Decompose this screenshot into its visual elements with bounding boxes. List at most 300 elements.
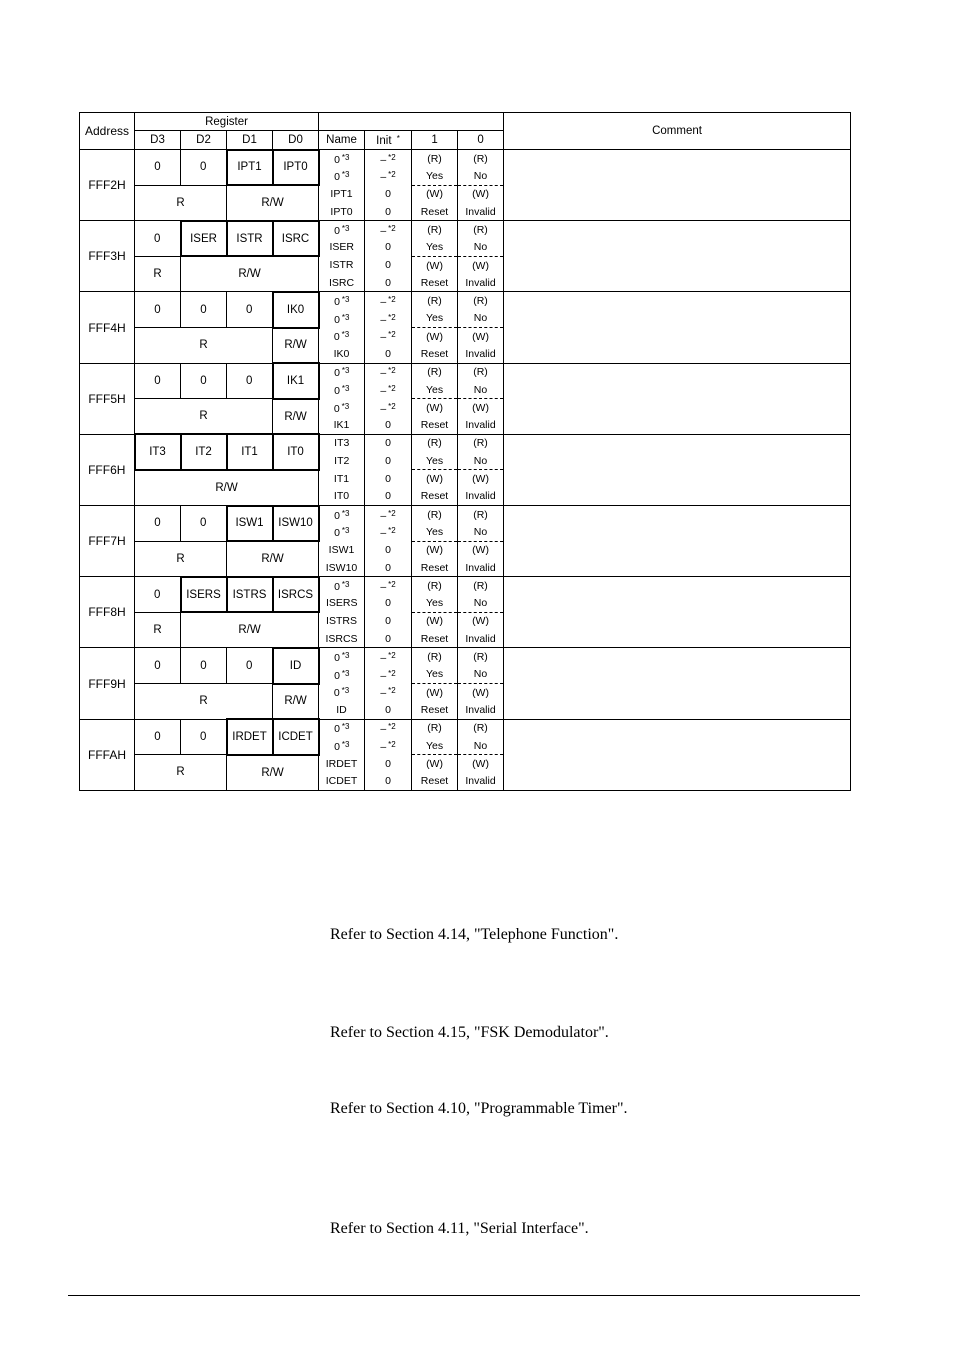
bit-init (365, 737, 412, 755)
value-one: (W) (412, 470, 458, 488)
note-mark-3: *3 (341, 223, 350, 233)
bit-name (319, 648, 365, 666)
bit-name-value: 0 (334, 580, 340, 593)
value-one: Reset (412, 488, 458, 506)
access-rw: R/W (273, 399, 319, 435)
bit-d0: ISRCS (273, 577, 319, 613)
value-zero: (R) (458, 363, 504, 381)
bit-init-value: – (380, 580, 387, 593)
value-zero: Invalid (458, 203, 504, 221)
register-comment (504, 221, 851, 292)
address-header: Address (80, 113, 135, 150)
access-rw: R (135, 185, 227, 221)
bit-init-value: 0 (385, 205, 391, 218)
value-zero: (W) (458, 541, 504, 559)
access-rw: R (135, 755, 227, 791)
bit-d3: 0 (135, 577, 181, 613)
bit-name-value: 0 (334, 224, 340, 237)
bit-init (365, 488, 412, 506)
bit-name-value: 0 (334, 527, 340, 540)
note-mark-3: *3 (341, 686, 350, 696)
note-mark-2: *2 (388, 366, 396, 376)
note-mark-2: *2 (388, 295, 396, 305)
bit-name (319, 203, 365, 221)
zero-header: 0 (458, 131, 504, 150)
bit-name-value: ISERS (326, 597, 358, 610)
bit-init (365, 684, 412, 702)
register-address: FFF5H (80, 363, 135, 434)
value-zero: No (458, 381, 504, 399)
register-row (80, 577, 851, 595)
value-zero: Invalid (458, 559, 504, 577)
bit-d3: IT3 (135, 434, 181, 470)
bit-name (319, 470, 365, 488)
register-table-body (80, 150, 851, 791)
bit-d3: 0 (135, 506, 181, 542)
bit-name-value: 0 (334, 171, 340, 184)
bit-init-value: – (380, 509, 387, 522)
note-mark-2: *2 (388, 401, 396, 411)
bit-init-value: 0 (385, 348, 391, 360)
bit-init (365, 595, 412, 613)
bit-init-value: – (380, 527, 387, 540)
bit-init (365, 150, 412, 168)
access-rw: R/W (181, 256, 319, 292)
value-one: (W) (412, 328, 458, 346)
bit-name-value: IK0 (333, 348, 350, 360)
register-header: Register (135, 113, 319, 131)
access-rw: R/W (273, 328, 319, 364)
bit-name-value: ISER (329, 241, 355, 254)
bit-d2: 0 (181, 150, 227, 186)
note-mark-2: *2 (388, 508, 396, 518)
register-row (80, 648, 851, 666)
access-rw: R (135, 612, 181, 648)
value-one: Yes (412, 666, 458, 684)
bit-init (365, 772, 412, 790)
value-one: Yes (412, 737, 458, 755)
register-address: FFF2H (80, 150, 135, 221)
bit-init (365, 203, 412, 221)
note-mark-3: *3 (341, 330, 350, 340)
note-mark-3: *3 (341, 739, 350, 749)
value-zero: (W) (458, 328, 504, 346)
bit-name (319, 434, 365, 452)
bit-name-value: IT1 (333, 472, 350, 485)
name-header: Name (319, 131, 365, 150)
bit-name (319, 630, 365, 648)
note-mark-2: *2 (388, 739, 396, 749)
bit-d2: ISERS (181, 577, 227, 613)
bit-name (319, 363, 365, 381)
value-zero: No (458, 452, 504, 470)
bit-d1: IT1 (227, 434, 273, 470)
bit-name (319, 292, 365, 310)
bit-d1: 0 (227, 648, 273, 684)
register-address: FFF4H (80, 292, 135, 363)
footer-rule (68, 1295, 860, 1296)
bit-init-value: 0 (385, 490, 391, 503)
bit-init (365, 381, 412, 399)
bit-d2: 0 (181, 292, 227, 328)
bit-init-value: – (380, 367, 387, 380)
bit-d0: ISRC (273, 221, 319, 257)
bit-d2: 0 (181, 719, 227, 755)
note-mark-3: *3 (341, 152, 350, 162)
value-one: (W) (412, 612, 458, 630)
d2-header: D2 (181, 131, 227, 150)
bit-init (365, 417, 412, 435)
bit-init (365, 239, 412, 257)
bit-init-value: – (380, 723, 387, 736)
bit-init-value: 0 (385, 419, 391, 432)
bit-init (365, 666, 412, 684)
bit-d2: 0 (181, 648, 227, 684)
value-one: (R) (412, 719, 458, 737)
bit-init (365, 523, 412, 541)
bit-name-value: 0 (334, 652, 340, 665)
value-zero: (W) (458, 185, 504, 203)
register-comment (504, 648, 851, 719)
bit-init-value: 0 (385, 241, 391, 254)
note-mark-2: *2 (388, 383, 396, 393)
bit-init (365, 399, 412, 417)
value-one: (R) (412, 292, 458, 310)
bit-name-value: ISTR (329, 259, 354, 272)
one-header: 1 (412, 131, 458, 150)
value-zero: No (458, 595, 504, 613)
bit-name (319, 185, 365, 203)
note-mark-3: *3 (341, 401, 350, 411)
value-zero: (W) (458, 399, 504, 417)
value-one: (W) (412, 755, 458, 773)
bit-d0: ICDET (273, 719, 319, 755)
value-one: Reset (412, 701, 458, 719)
register-address: FFFAH (80, 719, 135, 790)
bit-d1: ISW1 (227, 506, 273, 542)
note-mark-3: *3 (341, 668, 350, 678)
bit-name-value: IT2 (334, 455, 350, 468)
value-one: Reset (412, 417, 458, 435)
register-comment (504, 434, 851, 505)
bit-name (319, 488, 365, 506)
value-one: (R) (412, 363, 458, 381)
bit-init-value: 0 (385, 437, 391, 450)
note-mark-3: *3 (341, 366, 350, 376)
value-one: Yes (412, 381, 458, 399)
bit-d3: 0 (135, 150, 181, 186)
header-row-1 (80, 113, 851, 131)
bit-name (319, 755, 365, 773)
access-rw: R/W (273, 684, 319, 720)
value-one: Yes (412, 167, 458, 185)
note-mark-2: *2 (388, 152, 396, 162)
note-mark-2: *2 (388, 686, 396, 696)
bit-init-value: 0 (385, 472, 391, 485)
bit-init (365, 559, 412, 577)
note-mark-2: *2 (388, 722, 396, 732)
bit-name (319, 595, 365, 613)
bit-init-value: – (380, 153, 387, 166)
bit-name (319, 666, 365, 684)
note-mark-2: *2 (388, 330, 396, 340)
value-one: Reset (412, 559, 458, 577)
bit-init (365, 755, 412, 773)
value-zero: Invalid (458, 345, 504, 363)
note-mark-2: *2 (388, 668, 396, 678)
bit-init (365, 506, 412, 524)
reference-programmable-timer: Refer to Section 4.10, "Programmable Timer". (330, 1100, 628, 1117)
bit-init-value: – (380, 402, 387, 415)
note-mark-2: *2 (388, 170, 396, 180)
bit-name (319, 239, 365, 257)
bit-name-value: IK1 (333, 419, 350, 432)
bit-name-value: ISRCS (325, 632, 358, 645)
bit-init (365, 452, 412, 470)
bit-name-value: 0 (334, 296, 340, 309)
init-header (365, 131, 412, 150)
note-mark-3: *3 (341, 722, 350, 732)
bit-name-value: ICDET (325, 775, 358, 788)
reference-fsk-demodulator: Refer to Section 4.15, "FSK Demodulator". (330, 1024, 609, 1041)
value-zero: Invalid (458, 630, 504, 648)
bit-name-value: 0 (334, 367, 340, 380)
register-comment (504, 150, 851, 221)
bit-name (319, 612, 365, 630)
bit-d3: 0 (135, 292, 181, 328)
bit-init-value: – (380, 224, 387, 237)
bit-init (365, 701, 412, 719)
bit-init-value: – (380, 331, 387, 344)
bit-d3: 0 (135, 221, 181, 257)
register-address: FFF9H (80, 648, 135, 719)
value-zero: No (458, 523, 504, 541)
bit-init-value: – (380, 384, 387, 397)
bit-d0: ID (273, 648, 319, 684)
value-one: Yes (412, 523, 458, 541)
bit-name (319, 701, 365, 719)
register-comment (504, 577, 851, 648)
bit-init (365, 310, 412, 328)
value-one: Yes (412, 595, 458, 613)
bit-name (319, 559, 365, 577)
bit-name (319, 577, 365, 595)
value-zero: Invalid (458, 772, 504, 790)
bit-name-value: 0 (334, 313, 340, 326)
bit-name-value: 0 (334, 669, 340, 682)
bit-name (319, 452, 365, 470)
d3-header: D3 (135, 131, 181, 150)
bit-init (365, 363, 412, 381)
bit-info-header-blank (319, 113, 504, 131)
register-address: FFF3H (80, 221, 135, 292)
reference-telephone-function: Refer to Section 4.14, "Telephone Function". (330, 926, 619, 943)
access-rw: R (135, 256, 181, 292)
bit-name (319, 541, 365, 559)
bit-name (319, 719, 365, 737)
register-row (80, 434, 851, 452)
access-rw: R/W (181, 612, 319, 648)
register-row (80, 363, 851, 381)
bit-init (365, 577, 412, 595)
value-one: Yes (412, 310, 458, 328)
bit-init-value: 0 (385, 597, 391, 610)
value-zero: (W) (458, 612, 504, 630)
bit-d0: ISW10 (273, 506, 319, 542)
register-address: FFF6H (80, 434, 135, 505)
bit-d3: 0 (135, 719, 181, 755)
note-mark-3: *3 (341, 526, 350, 536)
bit-d3: 0 (135, 363, 181, 399)
value-zero: Invalid (458, 488, 504, 506)
value-one: (W) (412, 684, 458, 702)
bit-name (319, 737, 365, 755)
note-mark-3: *3 (341, 312, 350, 322)
bit-d1: IRDET (227, 719, 273, 755)
value-one: (R) (412, 648, 458, 666)
d0-header: D0 (273, 131, 319, 150)
bit-init-value: 0 (385, 188, 391, 201)
note-mark-2: *2 (388, 651, 396, 661)
bit-d2: IT2 (181, 434, 227, 470)
value-one: (R) (412, 150, 458, 168)
bit-d3: 0 (135, 648, 181, 684)
note-mark-3: *3 (341, 295, 350, 305)
bit-init-value: 0 (385, 276, 391, 289)
bit-init (365, 719, 412, 737)
value-zero: (W) (458, 470, 504, 488)
value-one: (R) (412, 221, 458, 239)
bit-d0: IK0 (273, 292, 319, 328)
value-one: (R) (412, 577, 458, 595)
bit-name (319, 417, 365, 435)
bit-name (319, 381, 365, 399)
access-rw: R (135, 399, 273, 435)
bit-init-value: – (380, 171, 387, 184)
d1-header: D1 (227, 131, 273, 150)
bit-init (365, 612, 412, 630)
bit-init (365, 167, 412, 185)
access-rw: R/W (227, 755, 319, 791)
value-zero: (W) (458, 684, 504, 702)
bit-name-value: IPT0 (330, 205, 353, 218)
bit-name-value: 0 (334, 723, 340, 736)
bit-init (365, 630, 412, 648)
bit-name-value: 0 (334, 384, 340, 397)
bit-init (365, 470, 412, 488)
bit-init (365, 292, 412, 310)
register-comment (504, 506, 851, 577)
value-zero: Invalid (458, 417, 504, 435)
bit-name-value: 0 (333, 331, 340, 344)
note-mark-3: *3 (341, 651, 350, 661)
bit-name (319, 399, 365, 417)
bit-name (319, 310, 365, 328)
bit-init-value: 0 (385, 615, 391, 628)
bit-name-value: ISTRS (326, 615, 357, 628)
bit-init (365, 345, 412, 363)
value-one: Reset (412, 274, 458, 292)
register-comment (504, 292, 851, 363)
bit-name-value: ID (336, 703, 347, 716)
value-one: Reset (412, 203, 458, 221)
value-one: (W) (412, 541, 458, 559)
init-header-mark: * (396, 134, 400, 144)
bit-d1: ISTR (227, 221, 273, 257)
value-zero: (R) (458, 648, 504, 666)
note-mark-2: *2 (388, 579, 396, 589)
note-mark-2: *2 (388, 312, 396, 322)
comment-header: Comment (504, 113, 851, 150)
bit-d2: 0 (181, 506, 227, 542)
register-address: FFF7H (80, 506, 135, 577)
bit-init-value: 0 (385, 632, 391, 645)
register-row (80, 719, 851, 737)
bit-name (319, 167, 365, 185)
register-row (80, 506, 851, 524)
bit-name-value: 0 (333, 402, 340, 415)
value-zero: (W) (458, 755, 504, 773)
value-one: (W) (412, 256, 458, 274)
value-zero: No (458, 310, 504, 328)
value-one: (R) (412, 506, 458, 524)
note-mark-2: *2 (388, 223, 396, 233)
value-zero: (W) (458, 256, 504, 274)
bit-init (365, 185, 412, 203)
register-row (80, 150, 851, 168)
access-rw: R/W (135, 470, 319, 506)
bit-name-value: IT0 (333, 490, 350, 503)
bit-name (319, 523, 365, 541)
value-one: Reset (412, 630, 458, 648)
value-zero: No (458, 666, 504, 684)
bit-init (365, 256, 412, 274)
value-zero: Invalid (458, 701, 504, 719)
bit-init-value: 0 (385, 775, 391, 788)
bit-name-value: 0 (334, 509, 340, 522)
bit-init-value: – (380, 669, 387, 682)
bit-init-value: 0 (385, 455, 391, 468)
bit-init-value: 0 (385, 703, 391, 716)
bit-init (365, 648, 412, 666)
value-zero: (R) (458, 434, 504, 452)
register-row (80, 292, 851, 310)
bit-init-value: – (380, 687, 387, 700)
bit-name (319, 772, 365, 790)
bit-name (319, 274, 365, 292)
bit-init-value: 0 (385, 259, 391, 272)
bit-d0: IPT0 (273, 150, 319, 186)
bit-init-value: – (380, 313, 387, 326)
bit-d1: 0 (227, 363, 273, 399)
bit-init-value: 0 (385, 561, 391, 574)
reference-serial-interface: Refer to Section 4.11, "Serial Interface". (330, 1220, 589, 1237)
note-mark-3: *3 (341, 579, 350, 589)
value-zero: Invalid (458, 274, 504, 292)
bit-name-value: 0 (334, 740, 340, 753)
bit-name (319, 506, 365, 524)
bit-name (319, 684, 365, 702)
note-mark-3: *3 (341, 170, 350, 180)
bit-name (319, 345, 365, 363)
bit-init (365, 541, 412, 559)
note-mark-3: *3 (341, 383, 350, 393)
value-one: (R) (412, 434, 458, 452)
bit-name-value: 0 (334, 153, 340, 166)
value-zero: (R) (458, 506, 504, 524)
bit-init-value: – (380, 652, 387, 665)
value-one: Yes (412, 452, 458, 470)
